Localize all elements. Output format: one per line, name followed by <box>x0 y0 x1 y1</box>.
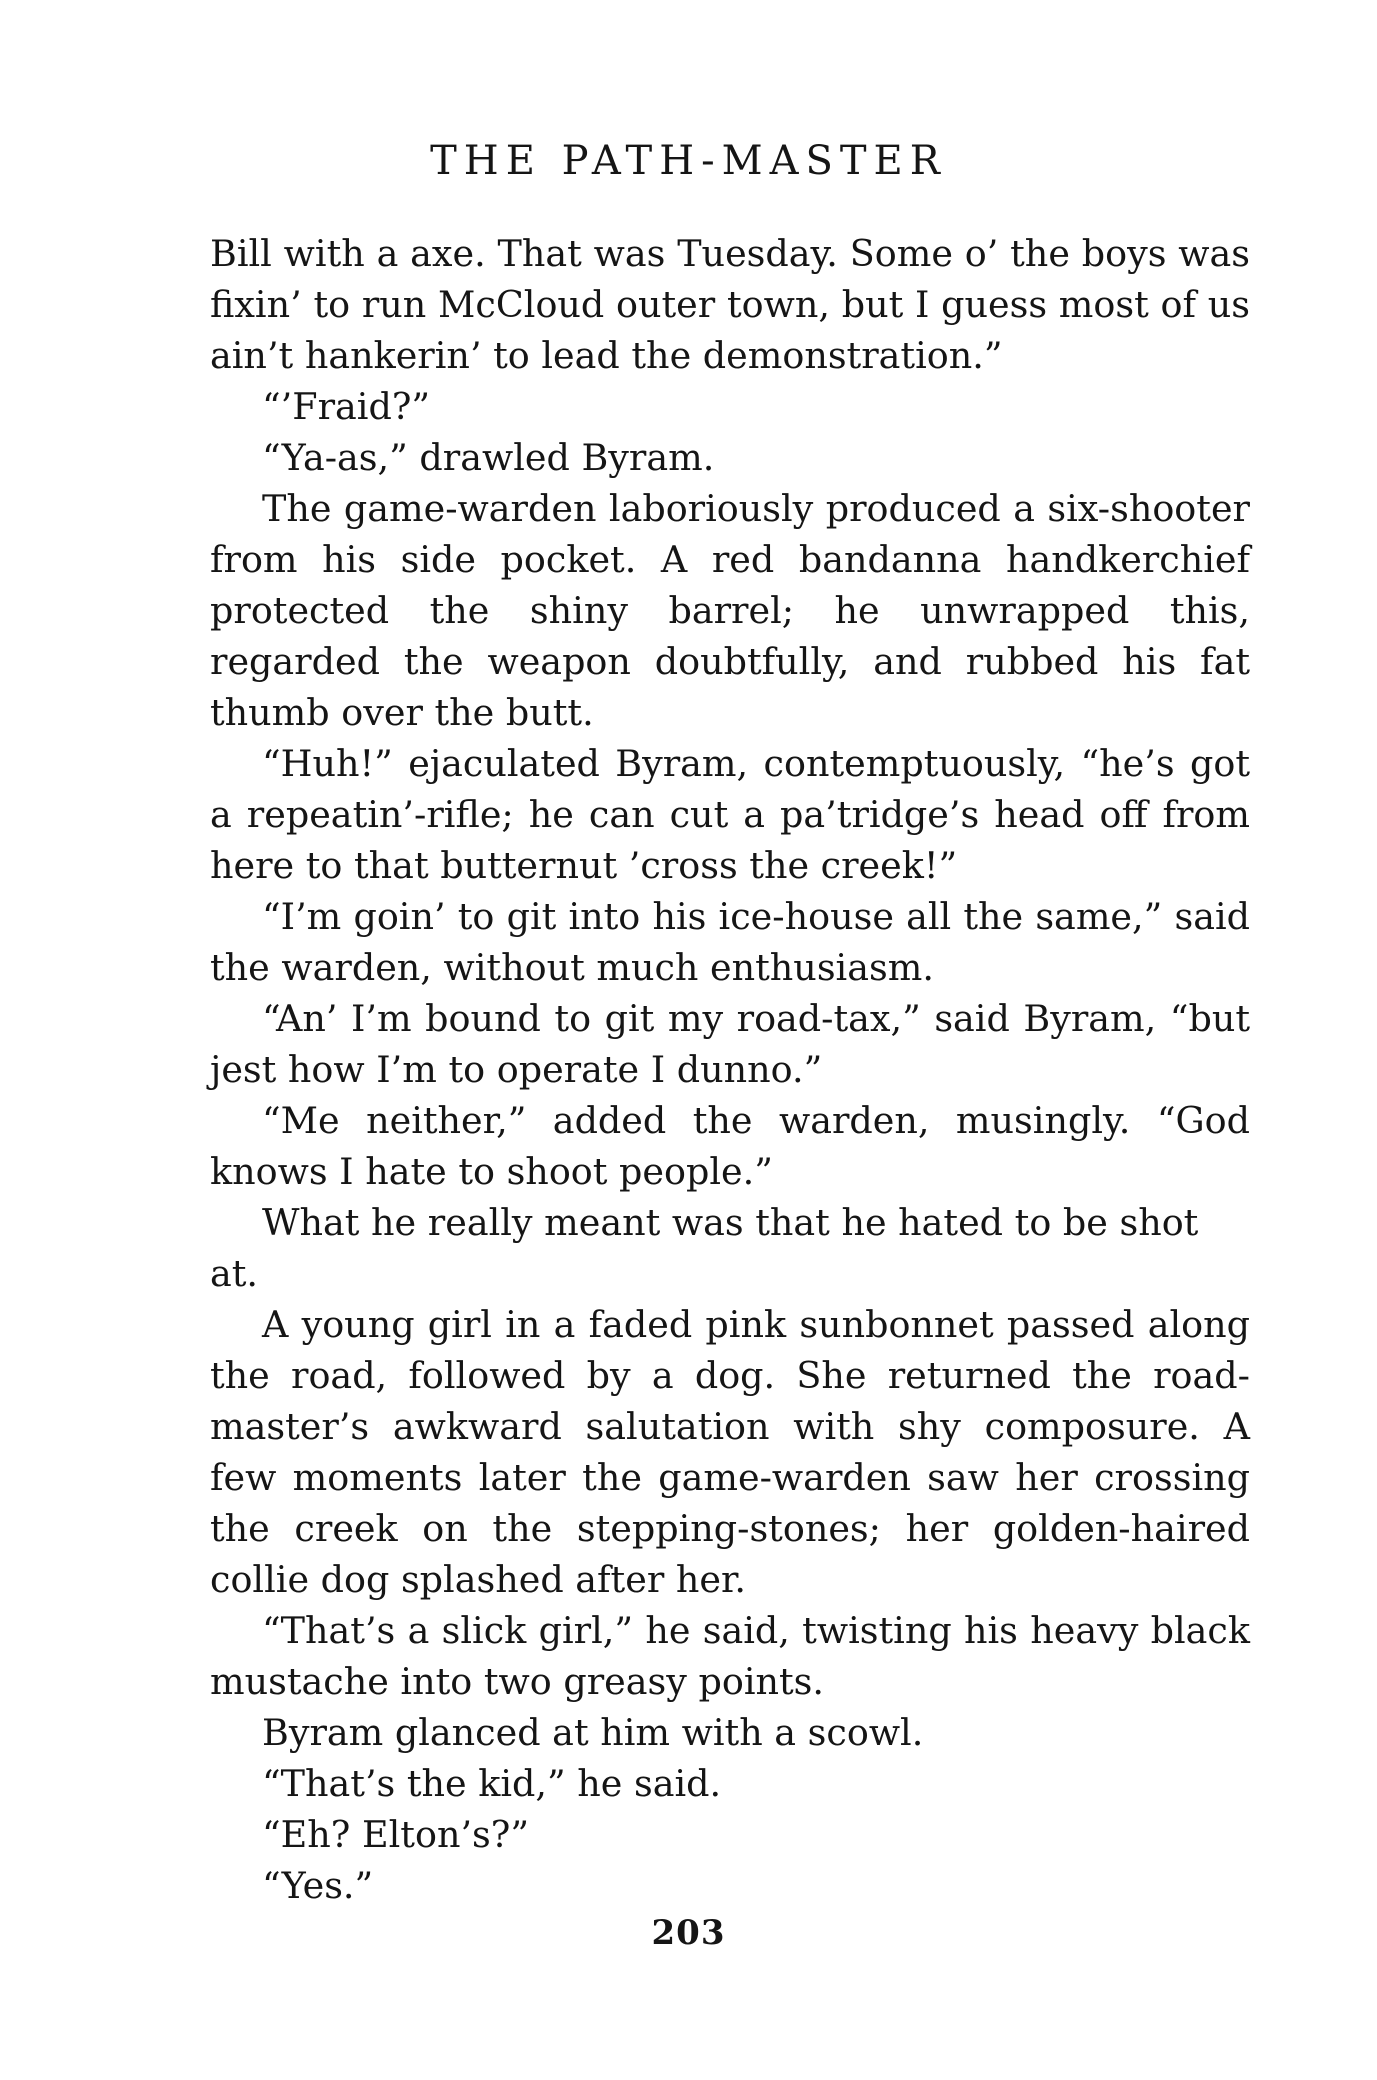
paragraph-7: “An’ I’m bound to git my road-tax,” said Byram, “but jest how I’m to operate I dunno.” <box>210 997 1250 1091</box>
paragraph-10: A young girl in a faded pink sunbonnet passed along the road, followed by a dog. She returned the road-master’s awkward salutation with shy composure. A few moments later the game-warden saw her crossing the creek on the stepping-stones; her golden-haired collie dog splashed after her. <box>210 1303 1250 1601</box>
paragraph-5: “Huh!” ejaculated Byram, contemptuously, “he’s got a repeatin’-rifle; he can cut a pa’tridge’s head off from here to that butternut ’cross the creek!” <box>210 742 1250 887</box>
paragraph-4: The game-warden laboriously produced a six-shooter from his side pocket. A red bandanna handkerchief protected the shiny barrel; he unwrapped this, regarded the weapon doubtfully, and rubbed his fat thumb over the butt. <box>210 487 1250 734</box>
paragraph-6: “I’m goin’ to git into his ice-house all the same,” said the warden, without much enthusiasm. <box>210 895 1250 989</box>
page-number: 203 <box>651 1913 726 1953</box>
paragraph-15: “Yes.” <box>262 1864 374 1907</box>
paragraph-8: “Me neither,” added the warden, musingly. “God knows I hate to shoot people.” <box>210 1099 1250 1193</box>
paragraph-14: “Eh? Elton’s?” <box>262 1813 530 1856</box>
paragraph-13: “That’s the kid,” he said. <box>262 1762 722 1805</box>
paragraph-12: Byram glanced at him with a scowl. <box>262 1711 924 1754</box>
paragraph-2: “’Fraid?” <box>262 385 431 428</box>
body-text <box>210 228 1250 1911</box>
paragraph-1: Bill with a axe. That was Tuesday. Some o’ the boys was fixin’ to run McCloud outer town, but I guess most of us ain’t hankerin’ to lead the demonstration.” <box>210 232 1250 377</box>
paragraph-3: “Ya-as,” drawled Byram. <box>262 436 715 479</box>
paragraph-11: “That’s a slick girl,” he said, twisting his heavy black mustache into two greasy points. <box>210 1609 1250 1703</box>
running-head: THE PATH-MASTER <box>430 138 947 184</box>
paragraph-9: What he really meant was that he hated to be shot at. <box>210 1201 1199 1295</box>
